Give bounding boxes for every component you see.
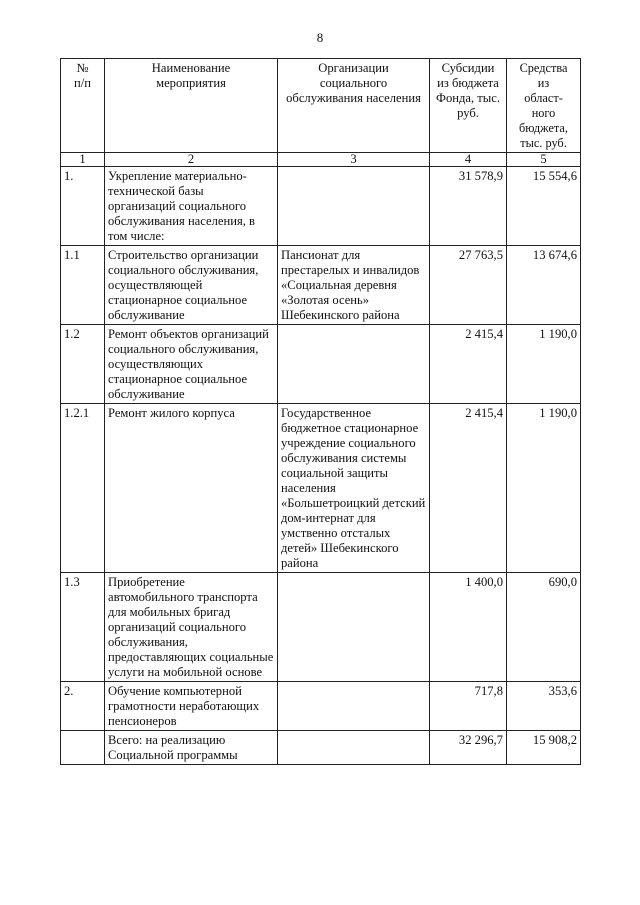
header-organization — [278, 59, 430, 153]
header-number-text: № п/п — [74, 61, 91, 90]
header-name — [105, 59, 278, 153]
row-name: Всего: на реализацию Социальной программы — [105, 731, 278, 765]
program-table — [60, 58, 581, 765]
header-fund-subsidy — [430, 59, 507, 153]
row-regional-budget: 13 674,6 — [507, 246, 581, 325]
row-regional-budget: 15 554,6 — [507, 167, 581, 246]
row-regional-budget: 690,0 — [507, 573, 581, 682]
row-fund-subsidy: 31 578,9 — [430, 167, 507, 246]
row-fund-subsidy: 717,8 — [430, 682, 507, 731]
column-index-cell: 4 — [430, 153, 507, 167]
row-fund-subsidy: 2 415,4 — [430, 325, 507, 404]
header-regional-budget — [507, 59, 581, 153]
row-regional-budget: 1 190,0 — [507, 404, 581, 573]
row-name: Ремонт жилого корпуса — [105, 404, 278, 573]
table-row — [61, 573, 581, 682]
row-name: Приобретение автомобильного транспорта для мобильных бригад организаций социального обслуживания, предоставляющих социальные услуги на мобильной основе — [105, 573, 278, 682]
table-row — [61, 404, 581, 573]
row-fund-subsidy: 2 415,4 — [430, 404, 507, 573]
column-index-row — [61, 153, 581, 167]
column-index-cell: 5 — [507, 153, 581, 167]
row-number: 1.1 — [61, 246, 105, 325]
row-regional-budget: 353,6 — [507, 682, 581, 731]
row-organization: Государственное бюджетное стационарное учреждение социального обслуживания системы социальной защиты населения «Большетроицкий детский дом-интернат для умственно отсталых детей» Шебекинского района — [278, 404, 430, 573]
row-number: 1.2.1 — [61, 404, 105, 573]
header-row — [61, 59, 581, 153]
row-number: 2. — [61, 682, 105, 731]
table-row — [61, 167, 581, 246]
column-index-cell: 3 — [278, 153, 430, 167]
total-regional-budget: 15 908,2 — [507, 731, 581, 765]
row-organization — [278, 167, 430, 246]
header-name-text: Наименование мероприятия — [151, 61, 231, 90]
row-name: Ремонт объектов организаций социального обслуживания, осуществляющих стационарное социальное обслуживание — [105, 325, 278, 404]
row-name: Обучение компьютерной грамотности неработающих пенсионеров — [105, 682, 278, 731]
table-row — [61, 682, 581, 731]
row-regional-budget: 1 190,0 — [507, 325, 581, 404]
row-organization — [278, 325, 430, 404]
header-fund-subsidy-text: Субсидии из бюджета Фонда, тыс. руб. — [436, 61, 500, 120]
total-fund-subsidy: 32 296,7 — [430, 731, 507, 765]
header-organization-text: Организации социального обслуживания населения — [286, 61, 421, 105]
row-number: 1.3 — [61, 573, 105, 682]
page-number: 8 — [316, 30, 324, 45]
table-row — [61, 325, 581, 404]
row-organization: Пансионат для престарелых и инвалидов «Социальная деревня «Золотая осень» Шебекинского района — [278, 246, 430, 325]
row-number — [61, 731, 105, 765]
table-row — [61, 246, 581, 325]
row-organization — [278, 682, 430, 731]
header-regional-budget-text: Средства из област- ного бюджета, тыс. руб. — [519, 61, 568, 150]
row-number: 1. — [61, 167, 105, 246]
row-organization — [278, 731, 430, 765]
row-number: 1.2 — [61, 325, 105, 404]
column-index-cell: 2 — [105, 153, 278, 167]
row-name: Строительство организации социального обслуживания, осуществляющей стационарное социальное обслуживание — [105, 246, 278, 325]
header-number — [61, 59, 105, 153]
row-fund-subsidy: 27 763,5 — [430, 246, 507, 325]
row-fund-subsidy: 1 400,0 — [430, 573, 507, 682]
total-row — [61, 731, 581, 765]
row-name: Укрепление материально-технической базы организаций социального обслуживания населения, в том числе: — [105, 167, 278, 246]
row-organization — [278, 573, 430, 682]
column-index-cell: 1 — [61, 153, 105, 167]
